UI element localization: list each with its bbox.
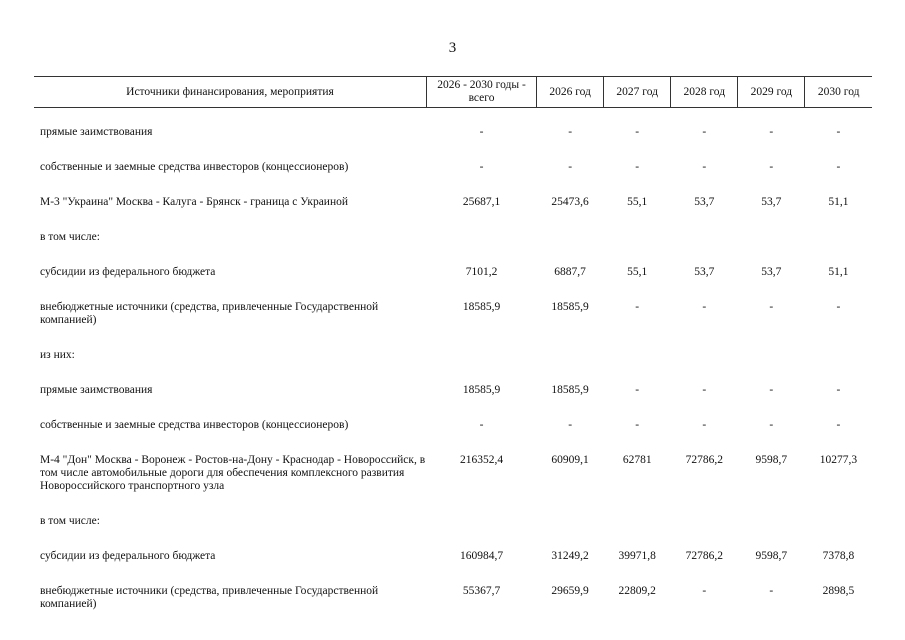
row-value: - [836,161,841,173]
row-value: 53,7 [694,196,715,208]
table-row [34,335,872,370]
row-value [805,217,872,252]
row-value: 51,1 [828,266,849,278]
table-row [34,287,872,335]
row-value: - [769,126,774,138]
row-value: - [479,419,484,431]
row-value: - [769,419,774,431]
row-value: - [702,384,707,396]
row-value: 29659,9 [551,585,589,597]
header-sources: Источники финансирования, мероприятия [34,77,426,108]
row-value: - [702,585,707,597]
header-2026: 2026 год [537,77,604,108]
row-value: 7378,8 [822,550,855,562]
row-label: в том числе: [40,231,100,243]
header-total: 2026 - 2030 годы - всего [426,77,536,108]
financing-table [34,76,872,619]
table-row [34,252,872,287]
row-value: 31249,2 [551,550,589,562]
row-label: прямые заимствования [40,126,153,138]
row-value [426,335,536,370]
row-value: - [836,384,841,396]
row-value: 160984,7 [459,550,504,562]
row-value: 10277,3 [819,454,858,466]
row-value: 62781 [622,454,652,466]
row-value: 25473,6 [551,196,589,208]
table-row [34,405,872,440]
row-label: внебюджетные источники (средства, привлеченные Государственной компанией) [40,301,379,326]
row-value: - [568,126,573,138]
table-body [34,108,872,620]
row-label: собственные и заемные средства инвесторов (концессионеров) [40,419,349,431]
row-label: прямые заимствования [40,384,153,396]
row-value [738,335,805,370]
row-value: - [836,301,841,313]
row-value [671,335,738,370]
header-2030: 2030 год [805,77,872,108]
row-value: 9598,7 [755,454,788,466]
row-value [604,217,671,252]
table-row [34,108,872,148]
row-value: 18585,9 [551,384,589,396]
row-label: из них: [40,349,75,361]
row-value: - [769,384,774,396]
row-value [604,501,671,536]
row-label: в том числе: [40,515,100,527]
row-value: 55,1 [627,196,648,208]
table-row [34,370,872,405]
row-value: - [635,384,640,396]
row-value: 72786,2 [685,454,723,466]
table-row [34,440,872,501]
row-value: 216352,4 [459,454,504,466]
row-label: субсидии из федерального бюджета [40,550,216,562]
header-2027: 2027 год [604,77,671,108]
row-value [805,335,872,370]
row-value: - [479,126,484,138]
row-value: - [635,126,640,138]
row-value [805,501,872,536]
row-label: внебюджетные источники (средства, привлеченные Государственной компанией) [40,585,379,610]
row-value: - [635,419,640,431]
table-row [34,501,872,536]
row-value: 18585,9 [551,301,589,313]
row-value: 60909,1 [551,454,589,466]
row-value: 18585,9 [462,384,501,396]
row-value: - [702,161,707,173]
row-value: - [836,419,841,431]
row-label: субсидии из федерального бюджета [40,266,216,278]
header-2029: 2029 год [738,77,805,108]
row-value [537,335,604,370]
table-row [34,571,872,619]
row-label: М-3 "Украина" Москва - Калуга - Брянск - граница с Украиной [40,196,349,208]
row-value: - [702,126,707,138]
table-row [34,182,872,217]
row-value [426,501,536,536]
page-number: 3 [448,40,457,56]
row-value: 53,7 [761,266,782,278]
row-value [671,217,738,252]
row-value [671,501,738,536]
row-value: - [769,585,774,597]
row-value: - [769,161,774,173]
row-value: - [702,419,707,431]
row-value [604,335,671,370]
row-value: - [568,419,573,431]
row-value: 9598,7 [755,550,788,562]
row-value: 7101,2 [465,266,498,278]
table-row [34,217,872,252]
row-label: собственные и заемные средства инвесторов (концессионеров) [40,161,349,173]
row-value: 2898,5 [822,585,855,597]
row-value: 55,1 [627,266,648,278]
row-value: 22809,2 [618,585,656,597]
row-value: 39971,8 [618,550,656,562]
row-value: 72786,2 [685,550,723,562]
row-value: 53,7 [761,196,782,208]
row-value: - [479,161,484,173]
row-value: - [769,301,774,313]
row-label: М-4 "Дон" Москва - Воронеж - Ростов-на-Дону - Краснодар - Новороссийск, в том числе автомобильные дороги для обеспечения комплексного развития Новороссийского транспортного узла [40,454,426,492]
row-value: - [836,126,841,138]
header-2028: 2028 год [671,77,738,108]
table-row [34,147,872,182]
row-value: - [568,161,573,173]
row-value: 25687,1 [462,196,501,208]
table-header-row [34,77,872,108]
row-value: 51,1 [828,196,849,208]
row-value: - [635,301,640,313]
table-row [34,536,872,571]
row-value [738,501,805,536]
row-value: 6887,7 [554,266,586,278]
row-value [738,217,805,252]
row-value [537,217,604,252]
row-value: 53,7 [694,266,715,278]
row-value [426,217,536,252]
row-value: 55367,7 [462,585,501,597]
row-value: - [702,301,707,313]
row-value [537,501,604,536]
row-value: - [635,161,640,173]
row-value: 18585,9 [462,301,501,313]
